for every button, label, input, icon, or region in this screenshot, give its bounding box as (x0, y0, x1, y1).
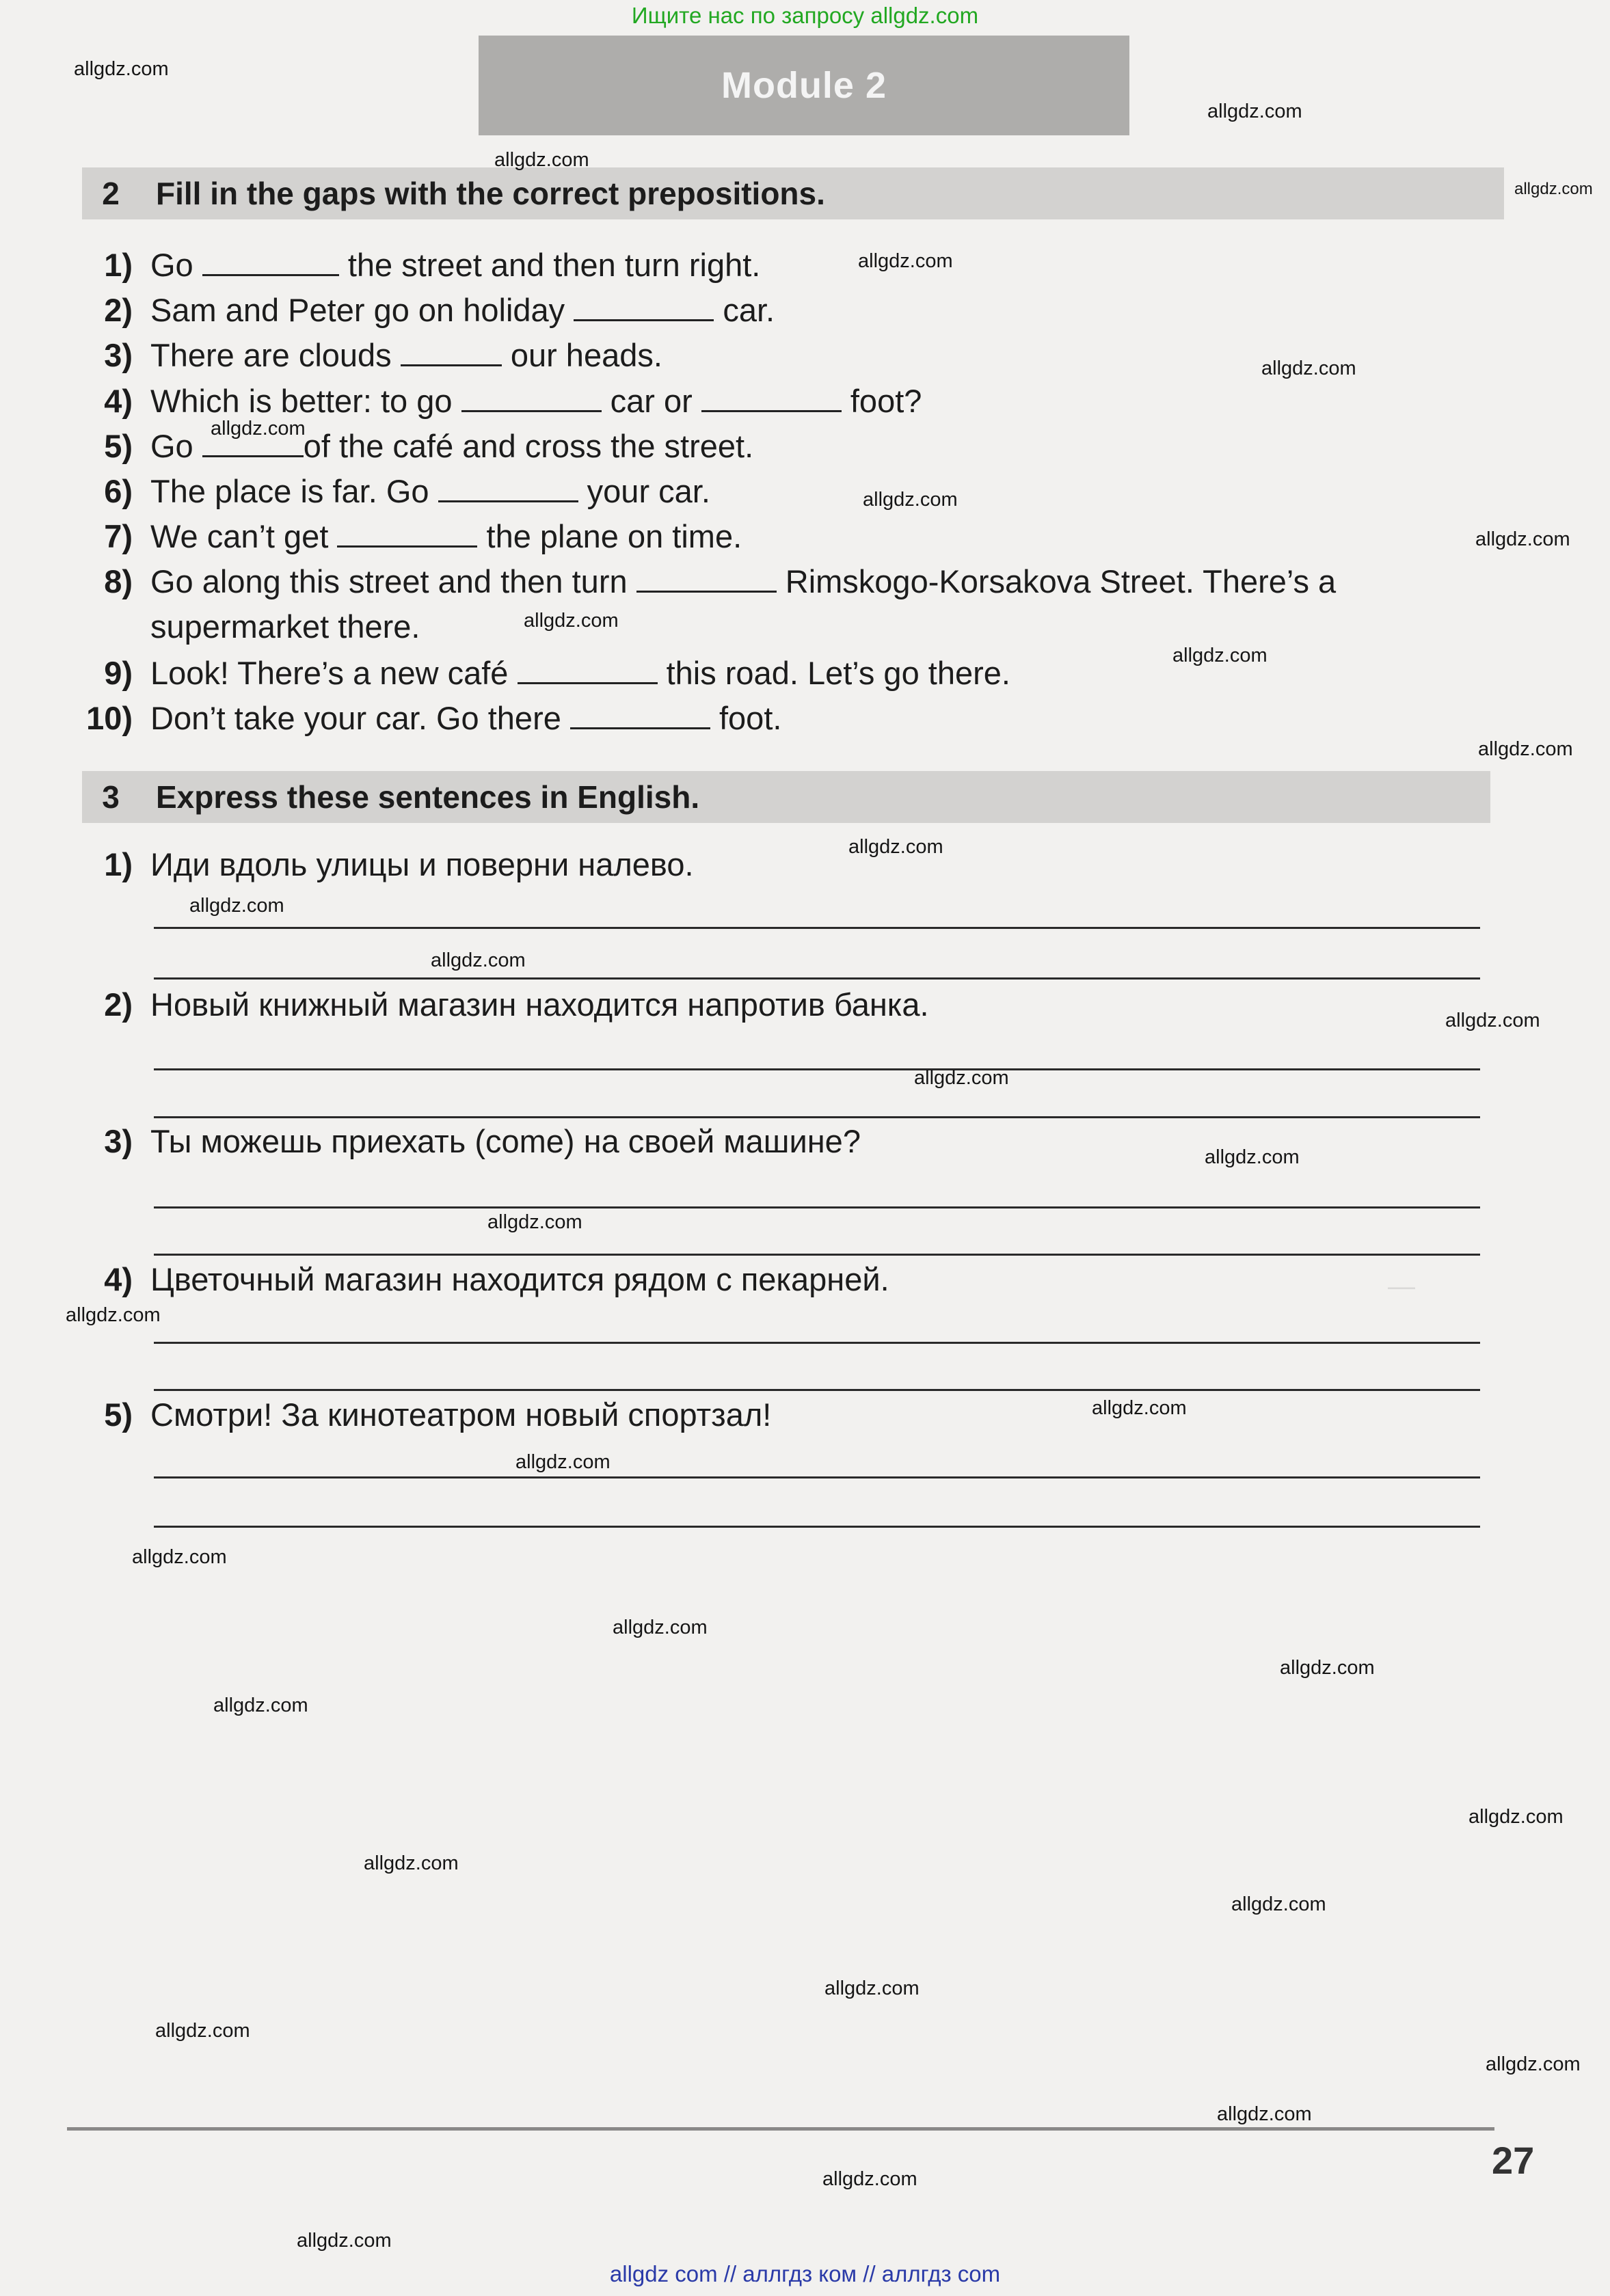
watermark: allgdz.com (515, 1451, 611, 1473)
item-text: of the café and cross the street. (303, 428, 754, 464)
item-number: 3) (104, 337, 133, 373)
item-number: 1) (104, 247, 133, 283)
answer-line[interactable] (154, 1116, 1480, 1118)
item-text: Go (150, 428, 193, 464)
top-banner: Ищите нас по запросу allgdz.com (631, 3, 979, 28)
item-number: 5) (104, 1396, 133, 1433)
item-text: supermarket there. (150, 608, 420, 645)
footer-rule (67, 2127, 1494, 2131)
watermark: allgdz.com (1280, 1657, 1375, 1679)
answer-line[interactable] (154, 1526, 1480, 1528)
watermark: allgdz.com (1205, 1146, 1300, 1168)
answer-blank[interactable] (570, 701, 710, 729)
item-number: 9) (104, 655, 133, 691)
watermark: allgdz.com (1445, 1010, 1540, 1031)
item-text: Which is better: to go (150, 383, 453, 419)
section-3-heading: Express these sentences in English. (156, 779, 700, 815)
watermark: allgdz.com (524, 610, 619, 632)
answer-blank[interactable] (337, 519, 477, 548)
item-text: We can’t get (150, 518, 329, 554)
answer-line[interactable] (154, 1206, 1480, 1208)
watermark: allgdz.com (1514, 180, 1593, 198)
watermark: allgdz.com (297, 2230, 392, 2252)
watermark: allgdz.com (1468, 1806, 1564, 1828)
answer-line[interactable] (154, 1342, 1480, 1344)
watermark: allgdz.com (1207, 100, 1302, 122)
watermark: allgdz.com (1231, 1893, 1326, 1915)
item-number: 6) (104, 473, 133, 509)
watermark: allgdz.com (914, 1067, 1009, 1089)
watermark: allgdz.com (66, 1304, 161, 1326)
item-number: 10) (86, 700, 133, 736)
item-number: 8) (104, 563, 133, 599)
item-text: Sam and Peter go on holiday (150, 292, 565, 328)
answer-line[interactable] (154, 1068, 1480, 1070)
page-number: 27 (1492, 2139, 1535, 2182)
item-text: foot. (719, 700, 782, 736)
watermark: allgdz.com (487, 1211, 582, 1233)
item-text: Иди вдоль улицы и поверни налево. (150, 846, 694, 882)
watermark: allgdz.com (431, 949, 526, 971)
item-number: 3) (104, 1123, 133, 1159)
watermark: allgdz.com (494, 149, 589, 171)
item-text: foot? (850, 383, 922, 419)
answer-blank[interactable] (518, 656, 658, 684)
watermark: allgdz.com (1172, 645, 1267, 666)
section-2-heading: Fill in the gaps with the correct prepositions. (156, 176, 825, 211)
item-number: 4) (104, 1261, 133, 1297)
item-number: 1) (104, 846, 133, 882)
watermark: allgdz.com (155, 2020, 250, 2042)
answer-blank[interactable] (461, 384, 602, 412)
watermark: allgdz.com (1217, 2103, 1312, 2125)
watermark: allgdz.com (213, 1694, 308, 1716)
watermark: allgdz.com (189, 895, 284, 917)
item-text: There are clouds (150, 337, 392, 373)
section-2-header (82, 167, 1504, 219)
bottom-banner: allgdz com // аллгдз ком // аллгдз com (609, 2261, 1001, 2286)
watermark: allgdz.com (824, 1977, 920, 1999)
watermark: allgdz.com (74, 58, 169, 80)
answer-line[interactable] (154, 1476, 1480, 1478)
item-text: car or (610, 383, 693, 419)
watermark: allgdz.com (1475, 528, 1570, 550)
answer-blank[interactable] (636, 565, 777, 593)
answer-line[interactable] (154, 1254, 1480, 1256)
section-3-header (82, 771, 1490, 823)
section-2-number: 2 (102, 176, 120, 211)
item-text: car. (723, 292, 775, 328)
answer-line[interactable] (154, 927, 1480, 929)
answer-blank[interactable] (574, 293, 714, 321)
item-text: Look! There’s a new café (150, 655, 509, 691)
item-text: the street and then turn right. (347, 247, 761, 283)
answer-blank[interactable] (701, 384, 842, 412)
item-text: The place is far. Go (150, 473, 429, 509)
item-text: the plane on time. (486, 518, 742, 554)
watermark: allgdz.com (613, 1617, 708, 1638)
answer-blank[interactable] (202, 248, 339, 276)
item-text: our heads. (510, 337, 662, 373)
item-text: Ты можешь приехать (come) на своей машине? (150, 1123, 861, 1159)
item-number: 2) (104, 292, 133, 328)
watermark: allgdz.com (858, 250, 953, 272)
watermark: allgdz.com (863, 489, 958, 511)
item-number: 7) (104, 518, 133, 554)
watermark: allgdz.com (848, 836, 943, 858)
item-number: 5) (104, 428, 133, 464)
section-3-number: 3 (102, 779, 120, 815)
item-text: your car. (587, 473, 710, 509)
watermark: allgdz.com (364, 1852, 459, 1874)
watermark: allgdz.com (1261, 357, 1356, 379)
item-text: Go along this street and then turn (150, 563, 628, 599)
item-number: 2) (104, 986, 133, 1023)
watermark: allgdz.com (132, 1546, 227, 1568)
answer-blank[interactable] (438, 474, 578, 502)
item-number: 4) (104, 383, 133, 419)
item-text: Don’t take your car. Go there (150, 700, 561, 736)
watermark: allgdz.com (1478, 738, 1573, 760)
item-text: Go (150, 247, 193, 283)
watermark: allgdz.com (822, 2168, 917, 2190)
answer-blank[interactable] (401, 338, 502, 366)
item-text: Цветочный магазин находится рядом с пекарней. (150, 1261, 889, 1297)
module-title: Module 2 (479, 36, 1129, 135)
answer-line[interactable] (154, 1389, 1480, 1391)
answer-line[interactable] (154, 977, 1480, 980)
watermark: allgdz.com (1092, 1397, 1187, 1419)
watermark: allgdz.com (1486, 2053, 1581, 2075)
item-text: this road. Let’s go there. (666, 655, 1010, 691)
watermark: allgdz.com (211, 418, 306, 440)
item-text: Новый книжный магазин находится напротив банка. (150, 986, 929, 1023)
item-text: Rimskogo-Korsakova Street. There’s a (785, 563, 1337, 599)
item-text: Смотри! За кинотеатром новый спортзал! (150, 1396, 772, 1433)
